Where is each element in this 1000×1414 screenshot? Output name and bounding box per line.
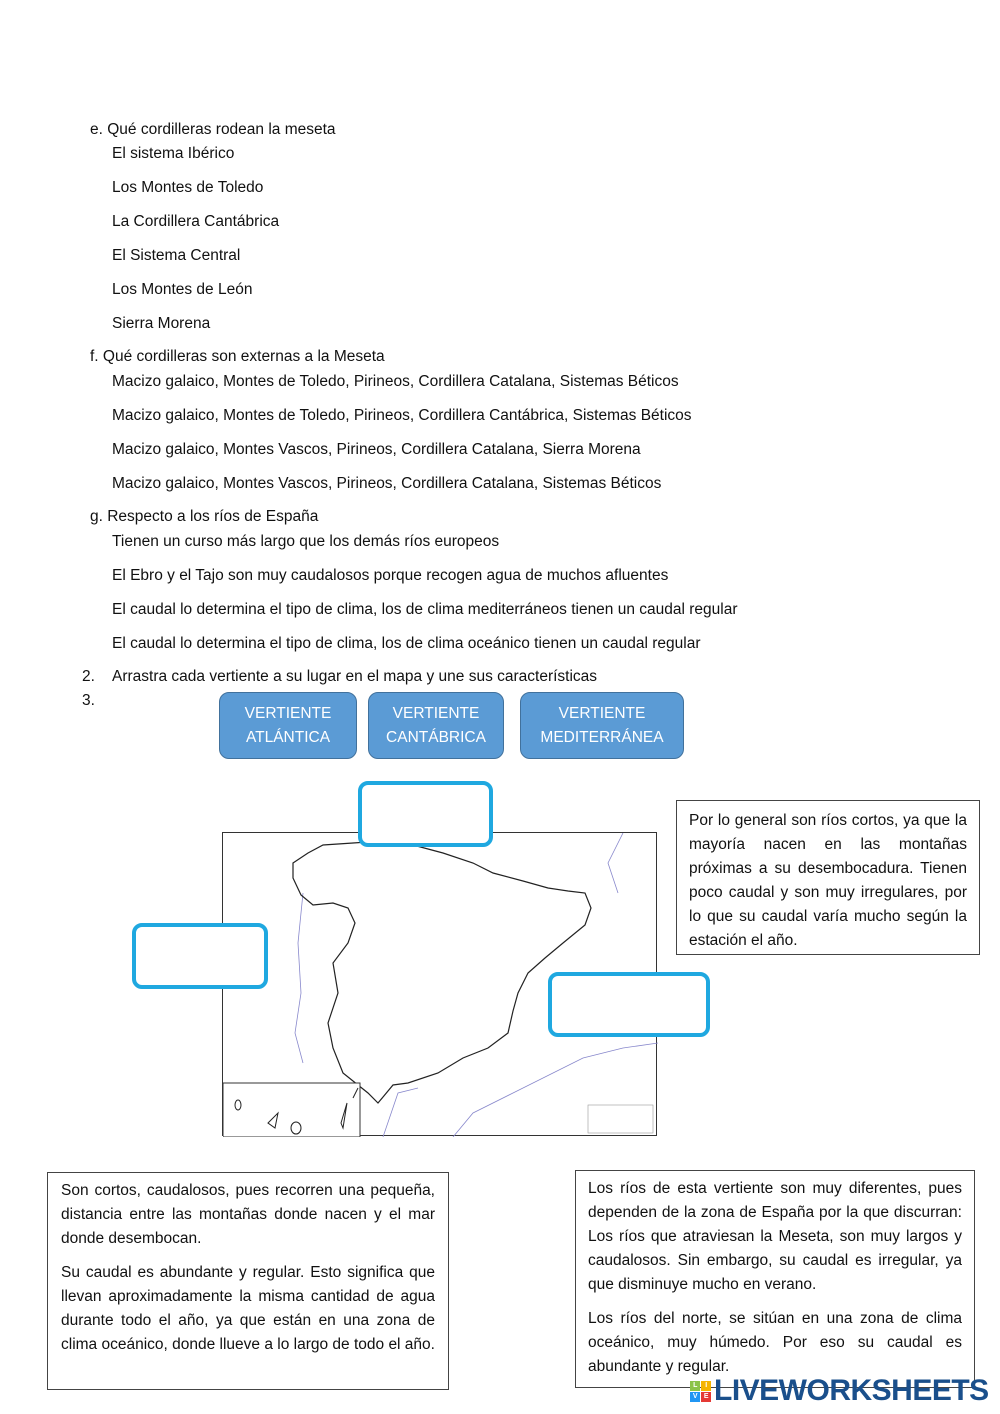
drop-zone-north[interactable]	[358, 781, 493, 847]
option[interactable]: La Cordillera Cantábrica	[112, 213, 280, 230]
option[interactable]: Sierra Morena	[112, 315, 211, 332]
france-coast	[608, 833, 623, 893]
logo-text: LIVEWORKSHEETS	[714, 1374, 989, 1407]
option[interactable]: El Ebro y el Tajo son muy caudalosos porque recogen agua de muchos afluentes	[112, 567, 669, 584]
iberia-outline	[293, 841, 591, 1103]
drop-zone-east[interactable]	[548, 972, 710, 1037]
label-line: CANTÁBRICA	[386, 728, 486, 746]
drop-zone-west[interactable]	[132, 923, 268, 989]
label-line: VERTIENTE	[244, 704, 332, 722]
label-line: VERTIENTE	[558, 704, 646, 722]
question-e-title: e. Qué cordilleras rodean la meseta	[90, 121, 336, 138]
description-text: Su caudal es abundante y regular. Esto significa que llevan aproximadamente la misma cantidad de agua durante todo el año, ya que están en una zona de clima oceánico, donde llueve a lo largo de todo el año.	[61, 1264, 435, 1353]
option[interactable]: El sistema Ibérico	[112, 145, 235, 162]
item-3-number: 3.	[82, 692, 95, 709]
option[interactable]: Macizo galaico, Montes de Toledo, Pirineos, Cordillera Catalana, Sistemas Béticos	[112, 373, 679, 390]
badge-letter: I	[701, 1381, 711, 1391]
description-text: Son cortos, caudalosos, pues recorren una pequeña, distancia entre las montañas donde nacen y el mar donde desembocan.	[61, 1182, 435, 1247]
option[interactable]: Macizo galaico, Montes de Toledo, Pirineos, Cordillera Cantábrica, Sistemas Béticos	[112, 407, 692, 424]
badge-letter: E	[701, 1392, 711, 1402]
option[interactable]: El caudal lo determina el tipo de clima, los de clima mediterráneos tienen un caudal regular	[112, 601, 738, 618]
option[interactable]: Los Montes de León	[112, 281, 253, 298]
label-line: ATLÁNTICA	[245, 728, 331, 746]
item-2-instruction: Arrastra cada vertiente a su lugar en el mapa y une sus características	[112, 668, 598, 685]
label-line: VERTIENTE	[392, 704, 480, 722]
portugal-coast	[295, 893, 303, 1063]
description-mediterranean	[676, 800, 980, 955]
badge-letter: V	[690, 1392, 700, 1402]
option[interactable]: Los Montes de Toledo	[112, 179, 264, 196]
badge-letter: L	[690, 1381, 700, 1391]
option[interactable]: Tienen un curso más largo que los demás ríos europeos	[112, 533, 500, 550]
label-line: MEDITERRÁNEA	[540, 728, 664, 746]
option[interactable]: Macizo galaico, Montes Vascos, Pirineos, Cordillera Catalana, Sistemas Béticos	[112, 475, 662, 492]
scale-bar	[588, 1105, 653, 1133]
description-cantabrian	[47, 1172, 449, 1390]
option[interactable]: El caudal lo determina el tipo de clima, los de clima oceánico tienen un caudal regular	[112, 635, 701, 652]
description-text: Los ríos de esta vertiente son muy diferentes, pues dependen de la zona de España por la que discurran: Los ríos que atraviesan la Meseta, son muy largos y caudalosos. Sin embargo, su caudal es irregular, ya que disminuye mucho en verano.	[588, 1180, 962, 1293]
live-badge-icon	[690, 1381, 711, 1402]
description-text: Por lo general son ríos cortos, ya que la mayoría nacen en las montañas próximas a su desembocadura. Tienen poco caudal y son muy irregulares, por lo que su caudal varía mucho según la estación el año.	[689, 812, 967, 949]
description-atlantic	[575, 1170, 975, 1388]
item-2-number: 2.	[82, 668, 95, 685]
africa-coast	[383, 1043, 658, 1137]
liveworksheets-logo	[690, 1374, 989, 1408]
question-g-title: g. Respecto a los ríos de España	[90, 508, 319, 525]
draggable-vertiente-atlantica[interactable]	[219, 692, 357, 759]
option[interactable]: El Sistema Central	[112, 247, 241, 264]
draggable-vertiente-cantabrica[interactable]	[368, 692, 504, 759]
question-f-title: f. Qué cordilleras son externas a la Meseta	[90, 348, 385, 365]
option[interactable]: Macizo galaico, Montes Vascos, Pirineos, Cordillera Catalana, Sierra Morena	[112, 441, 641, 458]
description-text: Los ríos del norte, se sitúan en una zona de clima oceánico, muy húmedo. Por eso su caudal es abundante y regular.	[588, 1310, 962, 1375]
draggable-vertiente-mediterranea[interactable]	[520, 692, 684, 759]
